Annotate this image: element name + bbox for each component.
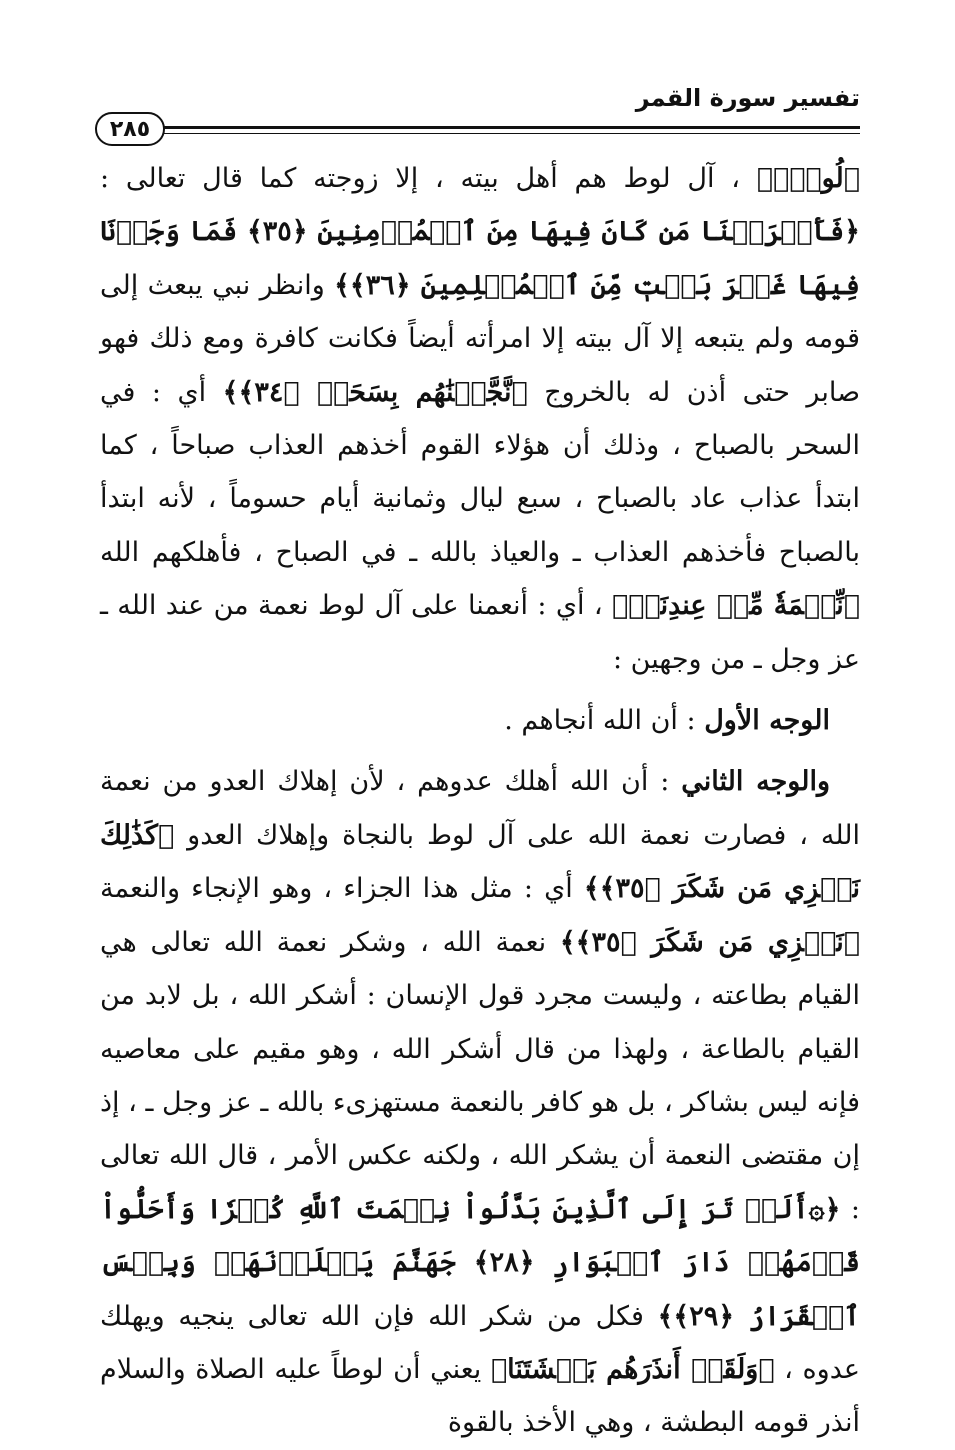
paragraph [100, 694, 860, 747]
text-run: أي : مثل هذا الجزاء ، وهو الإنجاء والنعمة [100, 873, 584, 905]
header-rule-thick [157, 126, 860, 129]
bold-heading: الوجه الأول [704, 705, 830, 737]
quran-verse: ﴿وَلَقَدۡ أَنذَرَهُم بَطۡشَتَنَا﴾ [490, 1353, 775, 1385]
quran-verse: ﴿نَّجَّيۡنَٰهُم بِسَحَرٖ ﴿٣٤﴾﴾ [222, 376, 528, 408]
page-header [95, 84, 860, 144]
paragraph [100, 152, 860, 686]
text-run: ، آل لوط هم أهل بيته ، إلا زوجته كما قال تعالى : [100, 163, 757, 194]
text-run: : أن الله أنجاهم . [504, 705, 705, 737]
paragraph [100, 755, 860, 1449]
text-run: ، أي : أنعمنا على آل لوط نعمة من عند الله ـ عز وجل ـ من وجهين : [100, 590, 860, 675]
quran-verse: ﴿نَجۡزِي مَن شَكَرَ ﴿٣٥﴾﴾ [559, 926, 860, 958]
text-run: أي : في السحر بالصباح ، وذلك أن هؤلاء القوم أخذهم العذاب صباحاً ، كما ابتدأ عذاب عاد بالصباح ، سبع ليال وثمانية أيام حسوماً ، لأنه ابتدأ بالصباح فأخذهم العذاب ـ والعياذ بالله ـ في الصباح ، فأهلكهم الله [100, 376, 860, 568]
text-run: وانظر نبي يبعث إلى قومه ولم يتبعه إلا آل بيته إلا امرأته أيضاً فكانت كافرة ومع ذلك فهو صابر حتى أذن له بالخروج [100, 269, 860, 408]
quran-verse: ﴿لُوطٍۖ﴾ [756, 163, 860, 194]
bold-heading: والوجه الثاني [681, 766, 831, 798]
text-run: نعمة الله ، وشكر نعمة الله تعالى هي القيام بطاعته ، وليست مجرد قول الإنسان : أشكر الله ، بل لابد من القيام بالطاعة ، ولهذا من قال أشكر الله ، وهو مقيم على معاصيه فإنه ليس بشاكر ، بل هو كافر بالنعمة مستهزىء بالله ـ عز وجل ـ ، إذ إن مقتضى النعمة أن يشكر الله ، ولكنه عكس الأمر ، قال الله تعالى : [100, 926, 861, 1225]
text-run: فكل من شكر الله فإن الله تعالى ينجيه ويهلك عدوه ، [100, 1300, 860, 1385]
quran-verse: ﴿۞أَلَمۡ تَرَ إِلَى ٱلَّذِينَ بَدَّلُواْ نِعۡمَتَ ٱللَّهِ كُفۡرٗا وَأَحَلُّواْ قَوۡمَهُمۡ دَارَ ٱلۡبَوَارِ ﴿٢٨﴾ جَهَنَّمَ يَصۡلَوۡنَهَاۖ وَبِئۡسَ ٱلۡقَرَارُ ﴿٢٩﴾﴾ [100, 1193, 860, 1332]
quran-verse: ﴿نِّعۡمَةٗ مِّنۡ عِندِنَاۚ﴾ [611, 590, 860, 622]
quran-verse: ﴿كَذَٰلِكَ نَجۡزِي مَن شَكَرَ ﴿٣٥﴾﴾ [100, 819, 860, 905]
page-number-badge: ٢٨٥ [95, 112, 165, 146]
text-run: : أن الله أهلك عدوهم ، لأن إهلاك العدو من نعمة الله ، فصارت نعمة الله على آل لوط بالنجاة وإهلاك العدو [100, 766, 860, 851]
body-text [100, 152, 860, 1450]
text-run: يعني أن لوطاً عليه الصلاة والسلام أنذر قومه البطشة ، وهي الأخذ بالقوة [100, 1353, 860, 1439]
header-rule-thin [157, 133, 860, 134]
running-title: تفسير سورة القمر [635, 84, 860, 112]
quran-verse: ﴿فَأَخۡرَجۡنَا مَن كَانَ فِيهَا مِنَ ٱلۡمُؤۡمِنِينَ ﴿٣٥﴾ فَمَا وَجَدۡنَا فِيهَا غَيۡرَ بَيۡتٖ مِّنَ ٱلۡمُسۡلِمِينَ ﴿٣٦﴾﴾ [100, 216, 860, 301]
